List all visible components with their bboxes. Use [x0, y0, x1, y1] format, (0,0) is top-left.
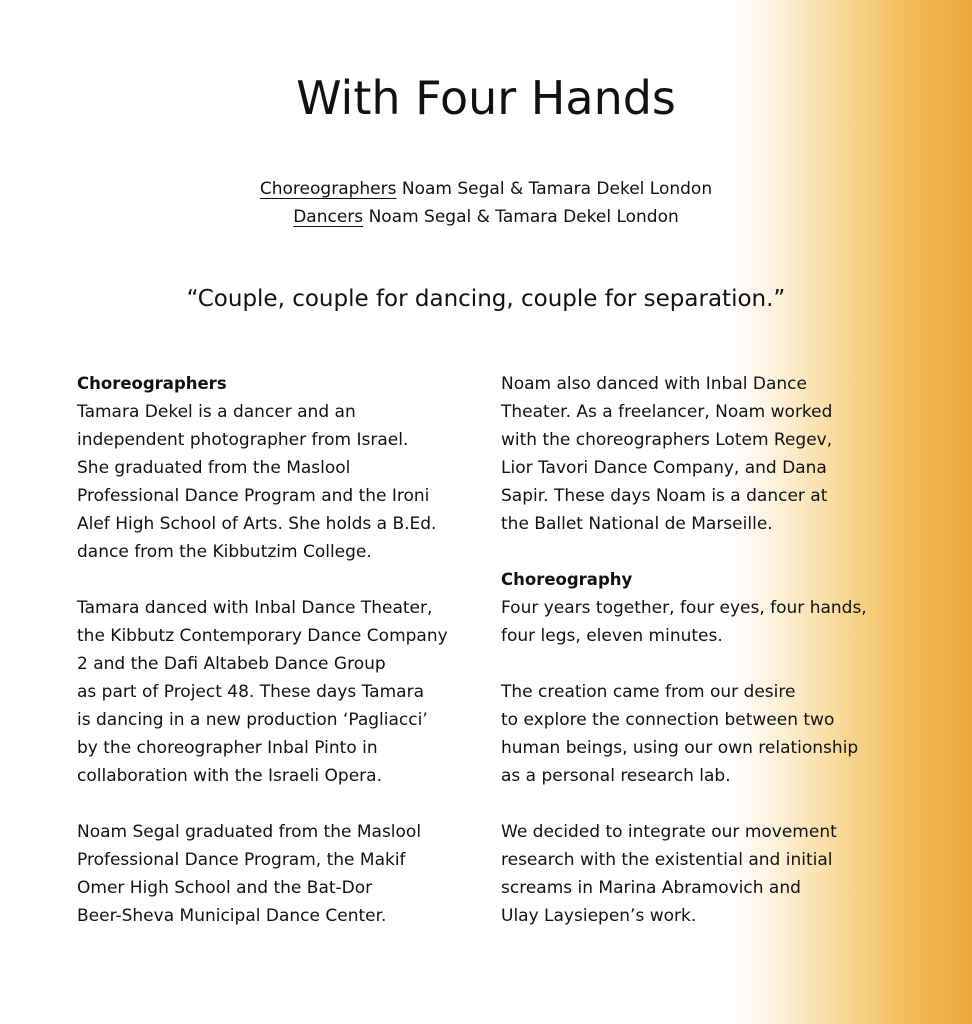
choreography-paragraph: Four years together, four eyes, four hands, four legs, eleven minutes. [501, 598, 867, 646]
credit-role-label: Choreographers [259, 179, 397, 199]
credit-line-dancers [0, 203, 972, 231]
right-column [501, 370, 896, 930]
left-column [77, 370, 482, 930]
section-heading-choreography: Choreography [501, 570, 633, 589]
credits-block [0, 175, 972, 231]
credit-line-choreographers [0, 175, 972, 203]
credit-role-label: Dancers [293, 207, 364, 227]
credit-names: Noam Segal & Tamara Dekel London [401, 179, 713, 199]
bio-paragraph: Tamara Dekel is a dancer and an independent photographer from Israel. She graduated from the Maslool Professional Dance Program and the Ironi Alef High School of Arts. She holds a B.Ed. dance from the Kibbutzim College. [77, 402, 437, 562]
page-title: With Four Hands [296, 71, 676, 125]
choreography-paragraph: We decided to integrate our movement research with the existential and initial screams in Marina Abramovich and Ulay Laysiepen’s work. [501, 822, 837, 926]
bio-paragraph: Noam Segal graduated from the Maslool Professional Dance Program, the Makif Omer High School and the Bat-Dor Beer-Sheva Municipal Dance Center. [77, 822, 422, 926]
section-heading-choreographers: Choreographers [77, 374, 227, 393]
bio-paragraph: Tamara danced with Inbal Dance Theater, the Kibbutz Contemporary Dance Company 2 and the Dafi Altabeb Dance Group as part of Project 48. These days Tamara is dancing in a new production ‘Pagliacci’ by the choreographer Inbal Pinto in collaboration with the Israeli Opera. [77, 598, 448, 786]
bio-paragraph: Noam also danced with Inbal Dance Theater. As a freelancer, Noam worked with the choreographers Lotem Regev, Lior Tavori Dance Company, and Dana Sapir. These days Noam is a dancer at the Ballet National de Marseille. [501, 374, 833, 534]
pull-quote: “Couple, couple for dancing, couple for separation.” [186, 286, 786, 312]
credit-names: Noam Segal & Tamara Dekel London [368, 207, 679, 227]
choreography-paragraph: The creation came from our desire to explore the connection between two human beings, using our own relationship as a personal research lab. [501, 682, 859, 786]
